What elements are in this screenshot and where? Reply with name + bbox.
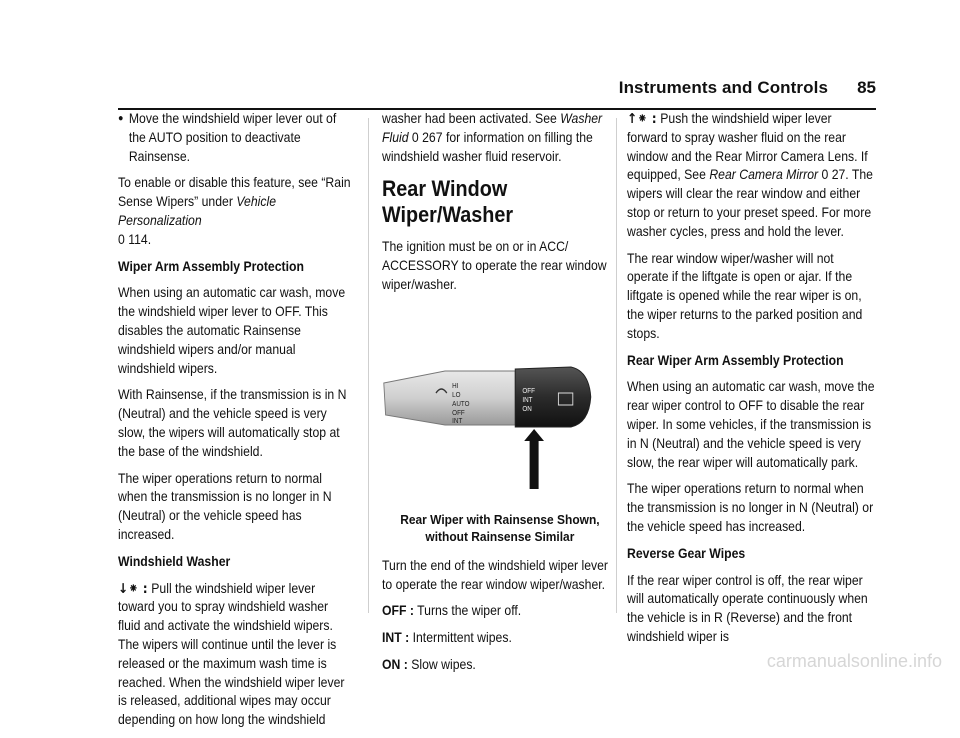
- paragraph: ↑⁕ : Push the windshield wiper lever forward to spray washer fluid on the rear window and the Rear Mirror Camera Lens. If equipped, See Rear Camera Mirror 0 27. The wipers will clear the rear window and either stop or return to your preset speed. For more washer cycles, press and hold the lever.: [627, 111, 873, 239]
- paragraph: The wiper operations return to normal when the transmission is no longer in N (Neutral) or the vehicle speed has increased.: [627, 481, 874, 534]
- subheading-reverse-gear: Reverse Gear Wipes: [627, 545, 746, 561]
- paragraph: With Rainsense, if the transmission is in N (Neutral) and the vehicle speed is very slow, the wipers will automatically stop at the base of the windshield.: [118, 387, 347, 459]
- page-number: 85: [857, 78, 876, 97]
- svg-text:ON: ON: [522, 405, 532, 413]
- column-1: [118, 110, 354, 738]
- paragraph: washer had been activated. See Washer Fluid 0 267 for information on filling the windshield washer fluid reservoir.: [382, 111, 603, 164]
- paragraph: When using an automatic car wash, move the rear wiper control to OFF to disable the rear wiper. In some vehicles, if the transmission is in N (Neutral) and the vehicle speed is very slow, the rear wiper will automatically park.: [627, 379, 875, 470]
- svg-text:LO: LO: [452, 391, 461, 399]
- column-3: [627, 110, 875, 655]
- paragraph: The rear window wiper/washer will not operate if the liftgate is open or ajar. If the liftgate is opened while the rear wiper is on, the wiper returns to the parked position and stops.: [627, 250, 863, 341]
- washer-pull-icon: ↓⁕ :: [118, 580, 148, 597]
- watermark: carmanualsonline.info: [766, 651, 942, 671]
- bullet-item: ● Move the windshield wiper lever out of the AUTO position to deactivate Rainsense.: [118, 110, 354, 166]
- svg-text:AUTO: AUTO: [452, 400, 470, 408]
- subheading-wiper-arm: Wiper Arm Assembly Protection: [118, 258, 304, 274]
- column-2: [382, 110, 618, 683]
- subheading-rear-arm: Rear Wiper Arm Assembly Protection: [627, 352, 844, 368]
- def-on: ON : Slow wipes.: [382, 656, 476, 672]
- figure-caption: Rear Wiper with Rainsense Shown, without Rainsense Similar: [400, 511, 600, 544]
- paragraph: The wiper operations return to normal when the transmission is no longer in N (Neutral) or the vehicle speed has increased.: [118, 470, 332, 542]
- svg-text:HI: HI: [452, 382, 459, 390]
- paragraph: When using an automatic car wash, move the windshield wiper lever to OFF. This disables the automatic Rainsense windshield wipers and/or manual windshield wipers.: [118, 285, 346, 376]
- column-divider: [368, 118, 369, 613]
- paragraph: To enable or disable this feature, see “Rain Sense Wipers” under Vehicle Personalization 0 114.: [118, 175, 351, 247]
- svg-text:INT: INT: [452, 417, 463, 425]
- page-reference[interactable]: 0 27.: [821, 167, 849, 183]
- wiper-lever-illustration: [382, 313, 616, 503]
- washer-push-icon: ↑⁕ :: [627, 111, 657, 127]
- svg-text:INT: INT: [522, 396, 533, 404]
- section-heading: Rear Window Wiper/Washer: [382, 176, 514, 228]
- paragraph: If the rear wiper control is off, the rear wiper will automatically operate continuously when the vehicle is in R (Reverse) and the front windshield wiper is: [627, 572, 868, 644]
- def-int: INT : Intermittent wipes.: [382, 630, 512, 646]
- wiper-lever-figure: [382, 313, 618, 503]
- paragraph: The ignition must be on or in ACC/ ACCESSORY to operate the rear window wiper/washer.: [382, 239, 607, 292]
- page-reference[interactable]: 0 114.: [118, 231, 152, 247]
- svg-text:OFF: OFF: [522, 387, 535, 395]
- svg-text:OFF: OFF: [452, 409, 465, 417]
- page-reference[interactable]: 0 267: [411, 129, 443, 145]
- section-title: Instruments and Controls: [618, 78, 828, 97]
- paragraph: ↓⁕ : Pull the windshield wiper lever toward you to spray windshield washer fluid and activate the windshield wipers. The wipers will continue until the lever is released or the maximum wash time is reached. When the windshield wiper lever is released, additional wipes may occur depending on how long the windshield: [118, 580, 345, 728]
- paragraph: Turn the end of the windshield wiper lever to operate the rear window wiper/washer.: [382, 557, 609, 592]
- subheading-windshield-washer: Windshield Washer: [118, 553, 231, 569]
- def-off: OFF : Turns the wiper off.: [382, 603, 522, 619]
- bullet-icon: ●: [118, 113, 124, 124]
